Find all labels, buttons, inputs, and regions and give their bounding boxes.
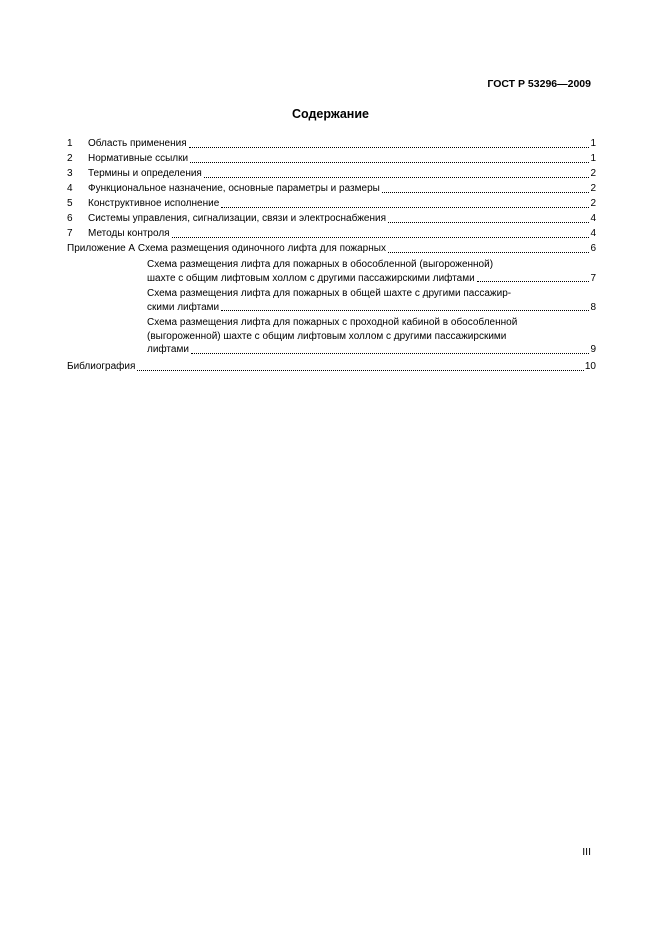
toc-page: 2 [590,183,596,194]
toc-entry[interactable] [67,136,596,151]
toc-number: 6 [67,213,73,224]
toc-number: 2 [67,153,73,164]
toc-page: 10 [584,360,596,372]
sub-entry-line: шахте с общим лифтовым холлом с другими пассажирскими лифтами [147,272,475,284]
dot-leader [221,207,589,208]
toc-sub-entry[interactable] [67,258,596,285]
dot-leader [477,281,590,282]
toc-title: Термины и определения [88,168,202,179]
toc-number: 1 [67,138,73,149]
appendix-title: Приложение А Схема размещения одиночного лифта для пожарных [67,243,386,254]
dot-leader [191,353,590,354]
toc-entry[interactable] [67,226,596,241]
sub-entry-line: (выгороженной) шахте с общим лифтовым холлом с другими пассажирскими [147,330,507,342]
dot-leader [388,222,589,223]
dot-leader [172,237,590,238]
dot-leader [204,177,590,178]
toc-entry[interactable] [67,211,596,226]
toc-entry[interactable] [67,151,596,166]
dot-leader [388,252,589,253]
toc-entry[interactable] [67,166,596,181]
toc-entry[interactable] [67,181,596,196]
page-number: III [582,846,591,858]
toc-title: Системы управления, сигнализации, связи и электроснабжения [88,213,386,224]
sub-entry-line: лифтами [147,344,189,355]
sub-entry-line: скими лифтами [147,301,220,313]
toc-page: 7 [590,272,596,284]
bibliography-title: Библиография [67,360,136,372]
toc-page: 6 [590,243,596,254]
sub-entry-line: Схема размещения лифта для пожарных в общей шахте с другими пассажир- [147,288,512,299]
toc-title: Нормативные ссылки [88,153,189,164]
toc-title: Функциональное назначение, основные параметры и размеры [88,183,380,194]
sub-entry-line: Схема размещения лифта для пожарных в обособленной (выгороженной) [147,259,494,270]
toc-title: Методы контроля [88,228,170,239]
toc-page: 2 [590,198,596,209]
toc-bibliography[interactable] [67,359,596,374]
toc-page: 4 [590,228,596,239]
sub-entry-line: Схема размещения лифта для пожарных с проходной кабиной в обособленной [147,317,518,328]
toc-page: 4 [590,213,596,224]
standard-number: ГОСТ Р 53296—2009 [487,78,591,90]
toc-title: Область применения [88,138,187,149]
toc-sub-entry[interactable] [67,316,596,357]
page-title: Содержание [291,107,369,121]
table-of-contents [67,136,596,374]
dot-leader [190,162,589,163]
toc-page: 1 [590,153,596,164]
toc-page: 9 [590,344,596,355]
toc-sub-entry[interactable] [67,287,596,314]
toc-appendix[interactable] [67,241,596,256]
dot-leader [189,147,590,148]
toc-page: 1 [590,138,596,149]
dot-leader [382,192,590,193]
toc-page: 8 [590,301,596,313]
toc-title: Конструктивное исполнение [88,198,220,209]
toc-number: 5 [67,198,73,209]
toc-number: 3 [67,168,73,179]
dot-leader [221,310,589,311]
toc-entry[interactable] [67,196,596,211]
toc-page: 2 [590,168,596,179]
dot-leader [137,370,583,371]
toc-number: 4 [67,183,73,194]
toc-number: 7 [67,228,73,239]
